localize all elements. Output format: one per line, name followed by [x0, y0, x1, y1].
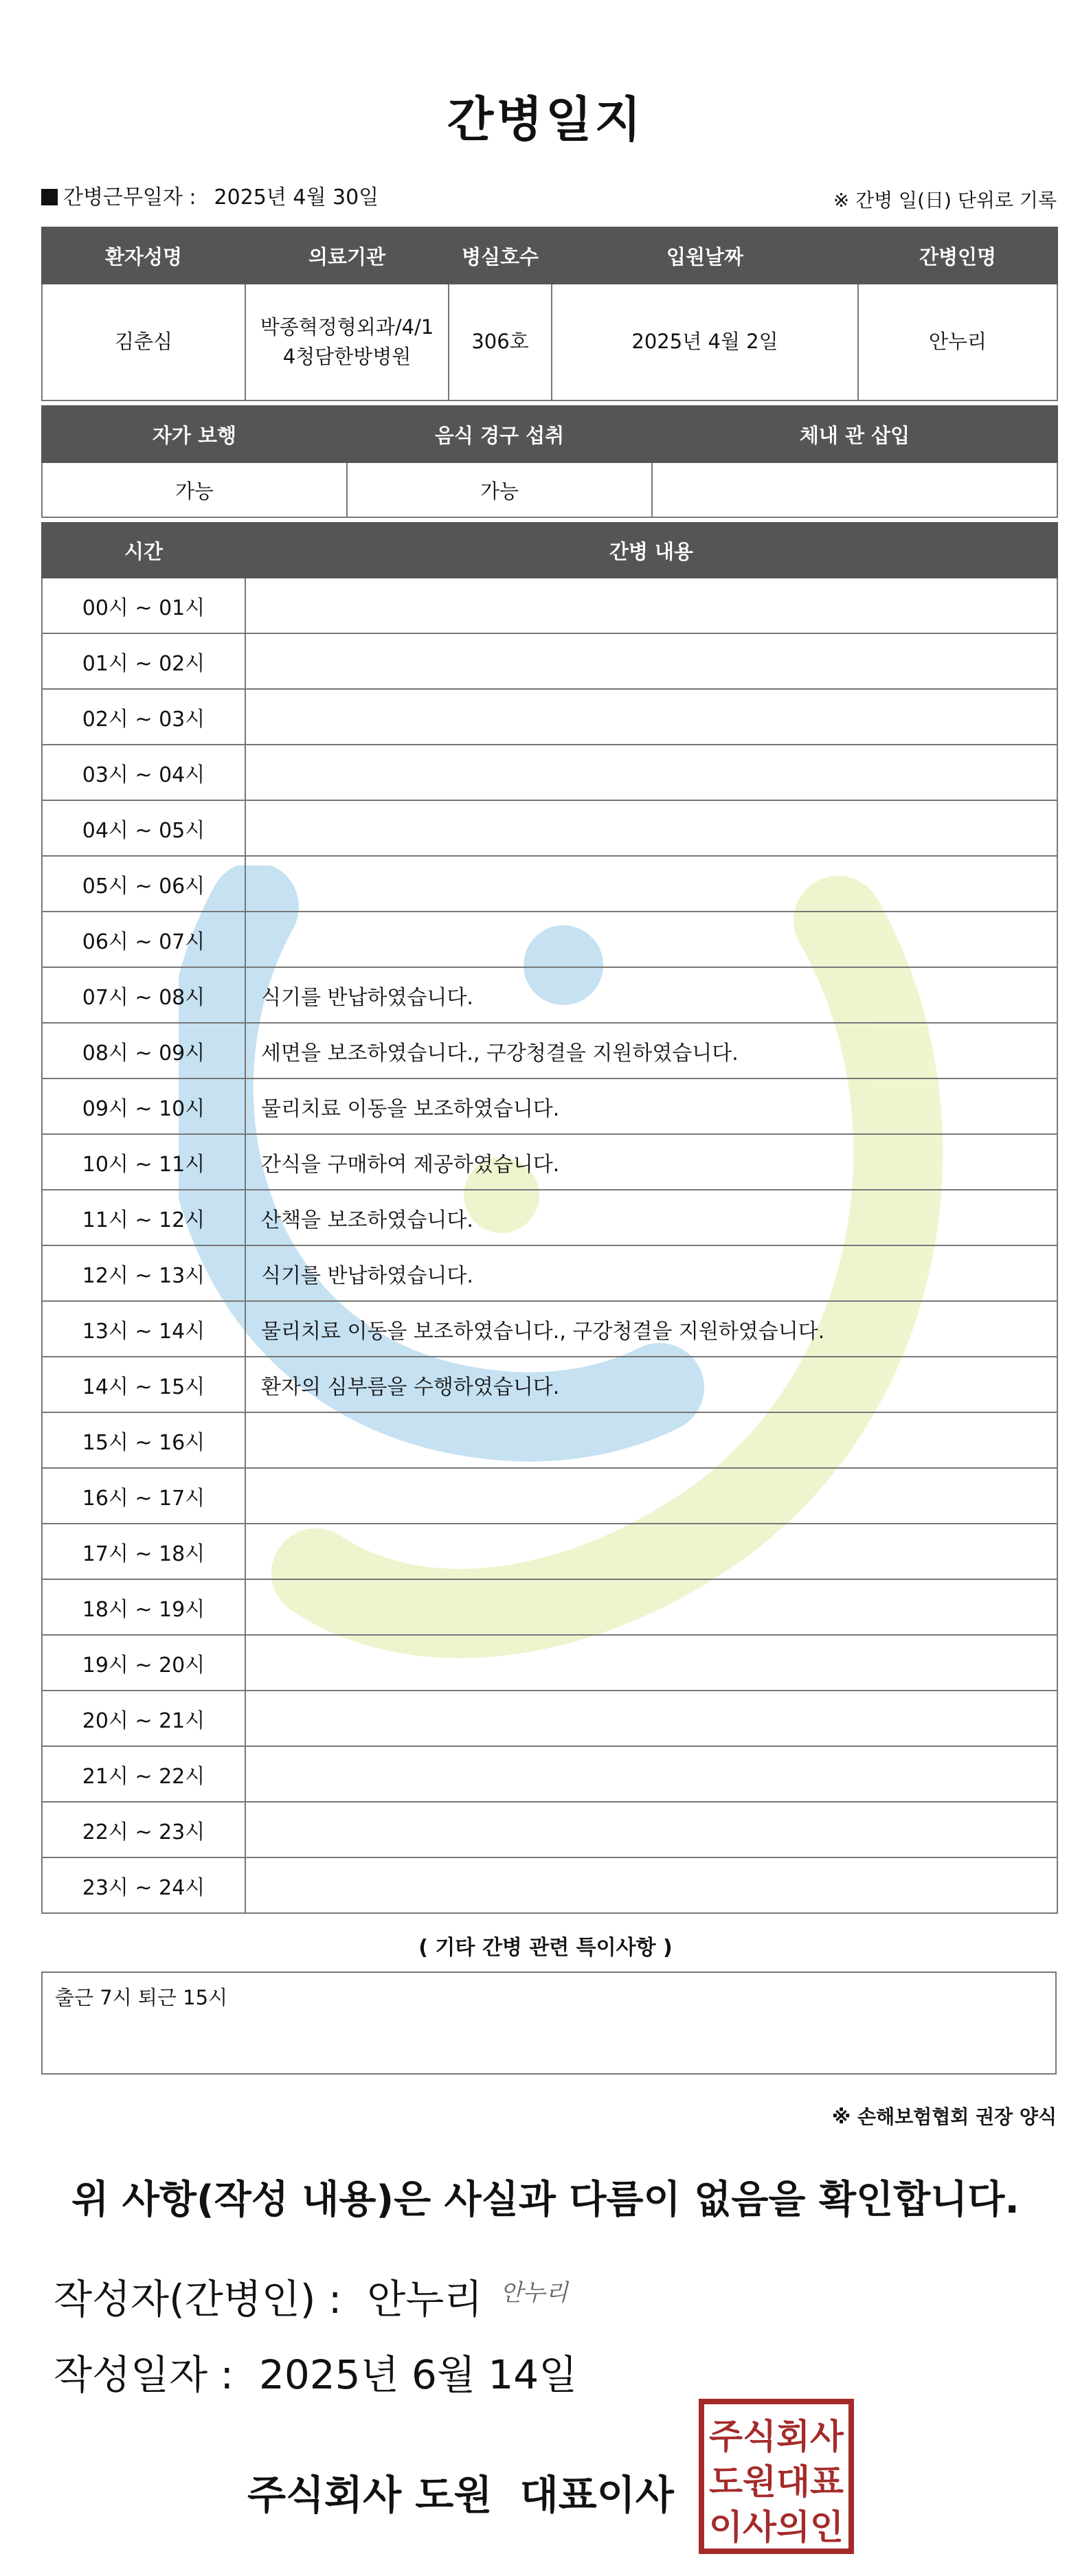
- table-row: [42, 1579, 1057, 1635]
- log-content: [245, 1635, 1057, 1691]
- admission-date: 2025년 4월 2일: [552, 284, 858, 400]
- log-content: [245, 912, 1057, 967]
- record-unit-note: ※ 간병 일(日) 단위로 기록: [833, 189, 1057, 212]
- header-admission-date: 입원날짜: [552, 227, 858, 284]
- table-row: [42, 1357, 1057, 1412]
- table-row: [42, 745, 1057, 800]
- header-patient-name: 환자성명: [42, 227, 245, 284]
- table-row: [42, 800, 1057, 856]
- log-time: 02시 ~ 03시: [42, 689, 245, 745]
- log-content: [245, 578, 1057, 633]
- log-time: 01시 ~ 02시: [42, 633, 245, 689]
- table-row: [42, 1134, 1057, 1190]
- care-log-rows: [42, 578, 1057, 1913]
- table-row: [42, 1746, 1057, 1802]
- log-content: [245, 1857, 1057, 1913]
- log-content: [245, 1412, 1057, 1468]
- writer-line: [54, 2267, 482, 2325]
- table-row: [42, 1524, 1057, 1579]
- log-time: 19시 ~ 20시: [42, 1635, 245, 1691]
- company-representative: 주식회사 도원 대표이사: [247, 2472, 674, 2518]
- log-time: 21시 ~ 22시: [42, 1746, 245, 1802]
- table-row: [42, 1468, 1057, 1524]
- work-date-value: 2025년 4월 30일: [214, 185, 379, 210]
- table-row: [42, 1635, 1057, 1691]
- oral-intake-value: 가능: [347, 462, 652, 517]
- table-row: [42, 1301, 1057, 1357]
- table-row: [42, 1245, 1057, 1301]
- written-date-value: 2025년 6월 14일: [258, 2351, 578, 2398]
- log-content: 환자의 심부름을 수행하였습니다.: [245, 1357, 1057, 1412]
- log-content: [245, 689, 1057, 745]
- log-time: 06시 ~ 07시: [42, 912, 245, 967]
- table-row: [42, 1691, 1057, 1746]
- log-content: [245, 800, 1057, 856]
- log-content: [245, 1691, 1057, 1746]
- care-log-table: [41, 522, 1058, 1914]
- seal-line-1: 주식회사: [709, 2417, 844, 2456]
- log-content: 세면을 보조하였습니다., 구강청결을 지원하였습니다.: [245, 1023, 1057, 1078]
- log-time: 16시 ~ 17시: [42, 1468, 245, 1524]
- log-content: [245, 745, 1057, 800]
- table-row: [42, 578, 1057, 633]
- table-row: [42, 1802, 1057, 1857]
- log-content: [245, 856, 1057, 912]
- table-row: [42, 1190, 1057, 1245]
- log-time: 10시 ~ 11시: [42, 1134, 245, 1190]
- work-date-label: 간병근무일자 :: [63, 185, 196, 210]
- patient-info-table: [41, 227, 1058, 401]
- log-time: 05시 ~ 06시: [42, 856, 245, 912]
- log-time: 03시 ~ 04시: [42, 745, 245, 800]
- header-tube-insertion: 체내 관 삽입: [652, 406, 1057, 462]
- self-walking-value: 가능: [42, 462, 347, 517]
- log-content: 식기를 반납하였습니다.: [245, 967, 1057, 1023]
- remarks-heading: ( 기타 간병 관련 특이사항 ): [418, 1936, 673, 1960]
- log-content: [245, 1468, 1057, 1524]
- log-content: 물리치료 이동을 보조하였습니다.: [245, 1078, 1057, 1134]
- writer-label: 작성자(간병인) :: [54, 2276, 342, 2323]
- header-room: 병실호수: [449, 227, 552, 284]
- table-row: [42, 967, 1057, 1023]
- log-time: 11시 ~ 12시: [42, 1190, 245, 1245]
- table-row: [42, 1078, 1057, 1134]
- log-content: 물리치료 이동을 보조하였습니다., 구강청결을 지원하였습니다.: [245, 1301, 1057, 1357]
- log-content: 산책을 보조하였습니다.: [245, 1190, 1057, 1245]
- written-date-line: [54, 2342, 577, 2400]
- table-row: [42, 1023, 1057, 1078]
- log-content: 식기를 반납하였습니다.: [245, 1245, 1057, 1301]
- header-caregiver: 간병인명: [858, 227, 1057, 284]
- square-bullet-icon: [41, 189, 58, 205]
- log-time: 09시 ~ 10시: [42, 1078, 245, 1134]
- table-row: [42, 689, 1057, 745]
- table-row: [42, 1412, 1057, 1468]
- log-content: [245, 1524, 1057, 1579]
- patient-status-table: [41, 405, 1058, 518]
- recommended-form-note: ※ 손해보험협회 권장 양식: [832, 2105, 1057, 2128]
- handwritten-signature: [500, 2274, 568, 2307]
- tube-insertion-value: [652, 462, 1057, 517]
- log-time: 18시 ~ 19시: [42, 1579, 245, 1635]
- seal-line-2: 도원대표: [709, 2462, 844, 2502]
- page-title: 간병일지: [447, 91, 644, 148]
- header-time: 시간: [42, 523, 245, 578]
- written-date-label: 작성일자 :: [54, 2351, 234, 2398]
- log-time: 15시 ~ 16시: [42, 1412, 245, 1468]
- log-time: 07시 ~ 08시: [42, 967, 245, 1023]
- header-self-walking: 자가 보행: [42, 406, 347, 462]
- log-content: [245, 1746, 1057, 1802]
- table-row: [42, 912, 1057, 967]
- patient-name: 김춘심: [42, 284, 245, 400]
- confirmation-statement: 위 사항(작성 내용)은 사실과 다름이 없음을 확인합니다.: [71, 2178, 1020, 2222]
- room-number: 306호: [449, 284, 552, 400]
- company-seal-stamp: [697, 2397, 855, 2555]
- log-content: [245, 633, 1057, 689]
- log-content: [245, 1802, 1057, 1857]
- table-row: [42, 856, 1057, 912]
- signature-text: 안누리: [500, 2279, 568, 2307]
- seal-line-3: 이사의인: [709, 2507, 844, 2547]
- header-hospital: 의료기관: [245, 227, 449, 284]
- log-content: [245, 1579, 1057, 1635]
- caregiver-name: 안누리: [858, 284, 1057, 400]
- log-content: 간식을 구매하여 제공하였습니다.: [245, 1134, 1057, 1190]
- log-time: 23시 ~ 24시: [42, 1857, 245, 1913]
- table-row: [42, 1857, 1057, 1913]
- hospital-name: 박종혁정형외과/4/14청담한방병원: [245, 284, 449, 400]
- header-oral-intake: 음식 경구 섭취: [347, 406, 652, 462]
- work-date-line: [41, 180, 379, 210]
- remarks-box: [41, 1971, 1057, 2075]
- log-time: 00시 ~ 01시: [42, 578, 245, 633]
- table-row: [42, 633, 1057, 689]
- log-time: 22시 ~ 23시: [42, 1802, 245, 1857]
- log-time: 08시 ~ 09시: [42, 1023, 245, 1078]
- log-time: 04시 ~ 05시: [42, 800, 245, 856]
- log-time: 17시 ~ 18시: [42, 1524, 245, 1579]
- log-time: 12시 ~ 13시: [42, 1245, 245, 1301]
- remarks-text: 출근 7시 퇴근 15시: [55, 1986, 228, 2009]
- writer-name: 안누리: [367, 2276, 483, 2323]
- log-time: 13시 ~ 14시: [42, 1301, 245, 1357]
- header-care-content: 간병 내용: [245, 523, 1057, 578]
- log-time: 20시 ~ 21시: [42, 1691, 245, 1746]
- log-time: 14시 ~ 15시: [42, 1357, 245, 1412]
